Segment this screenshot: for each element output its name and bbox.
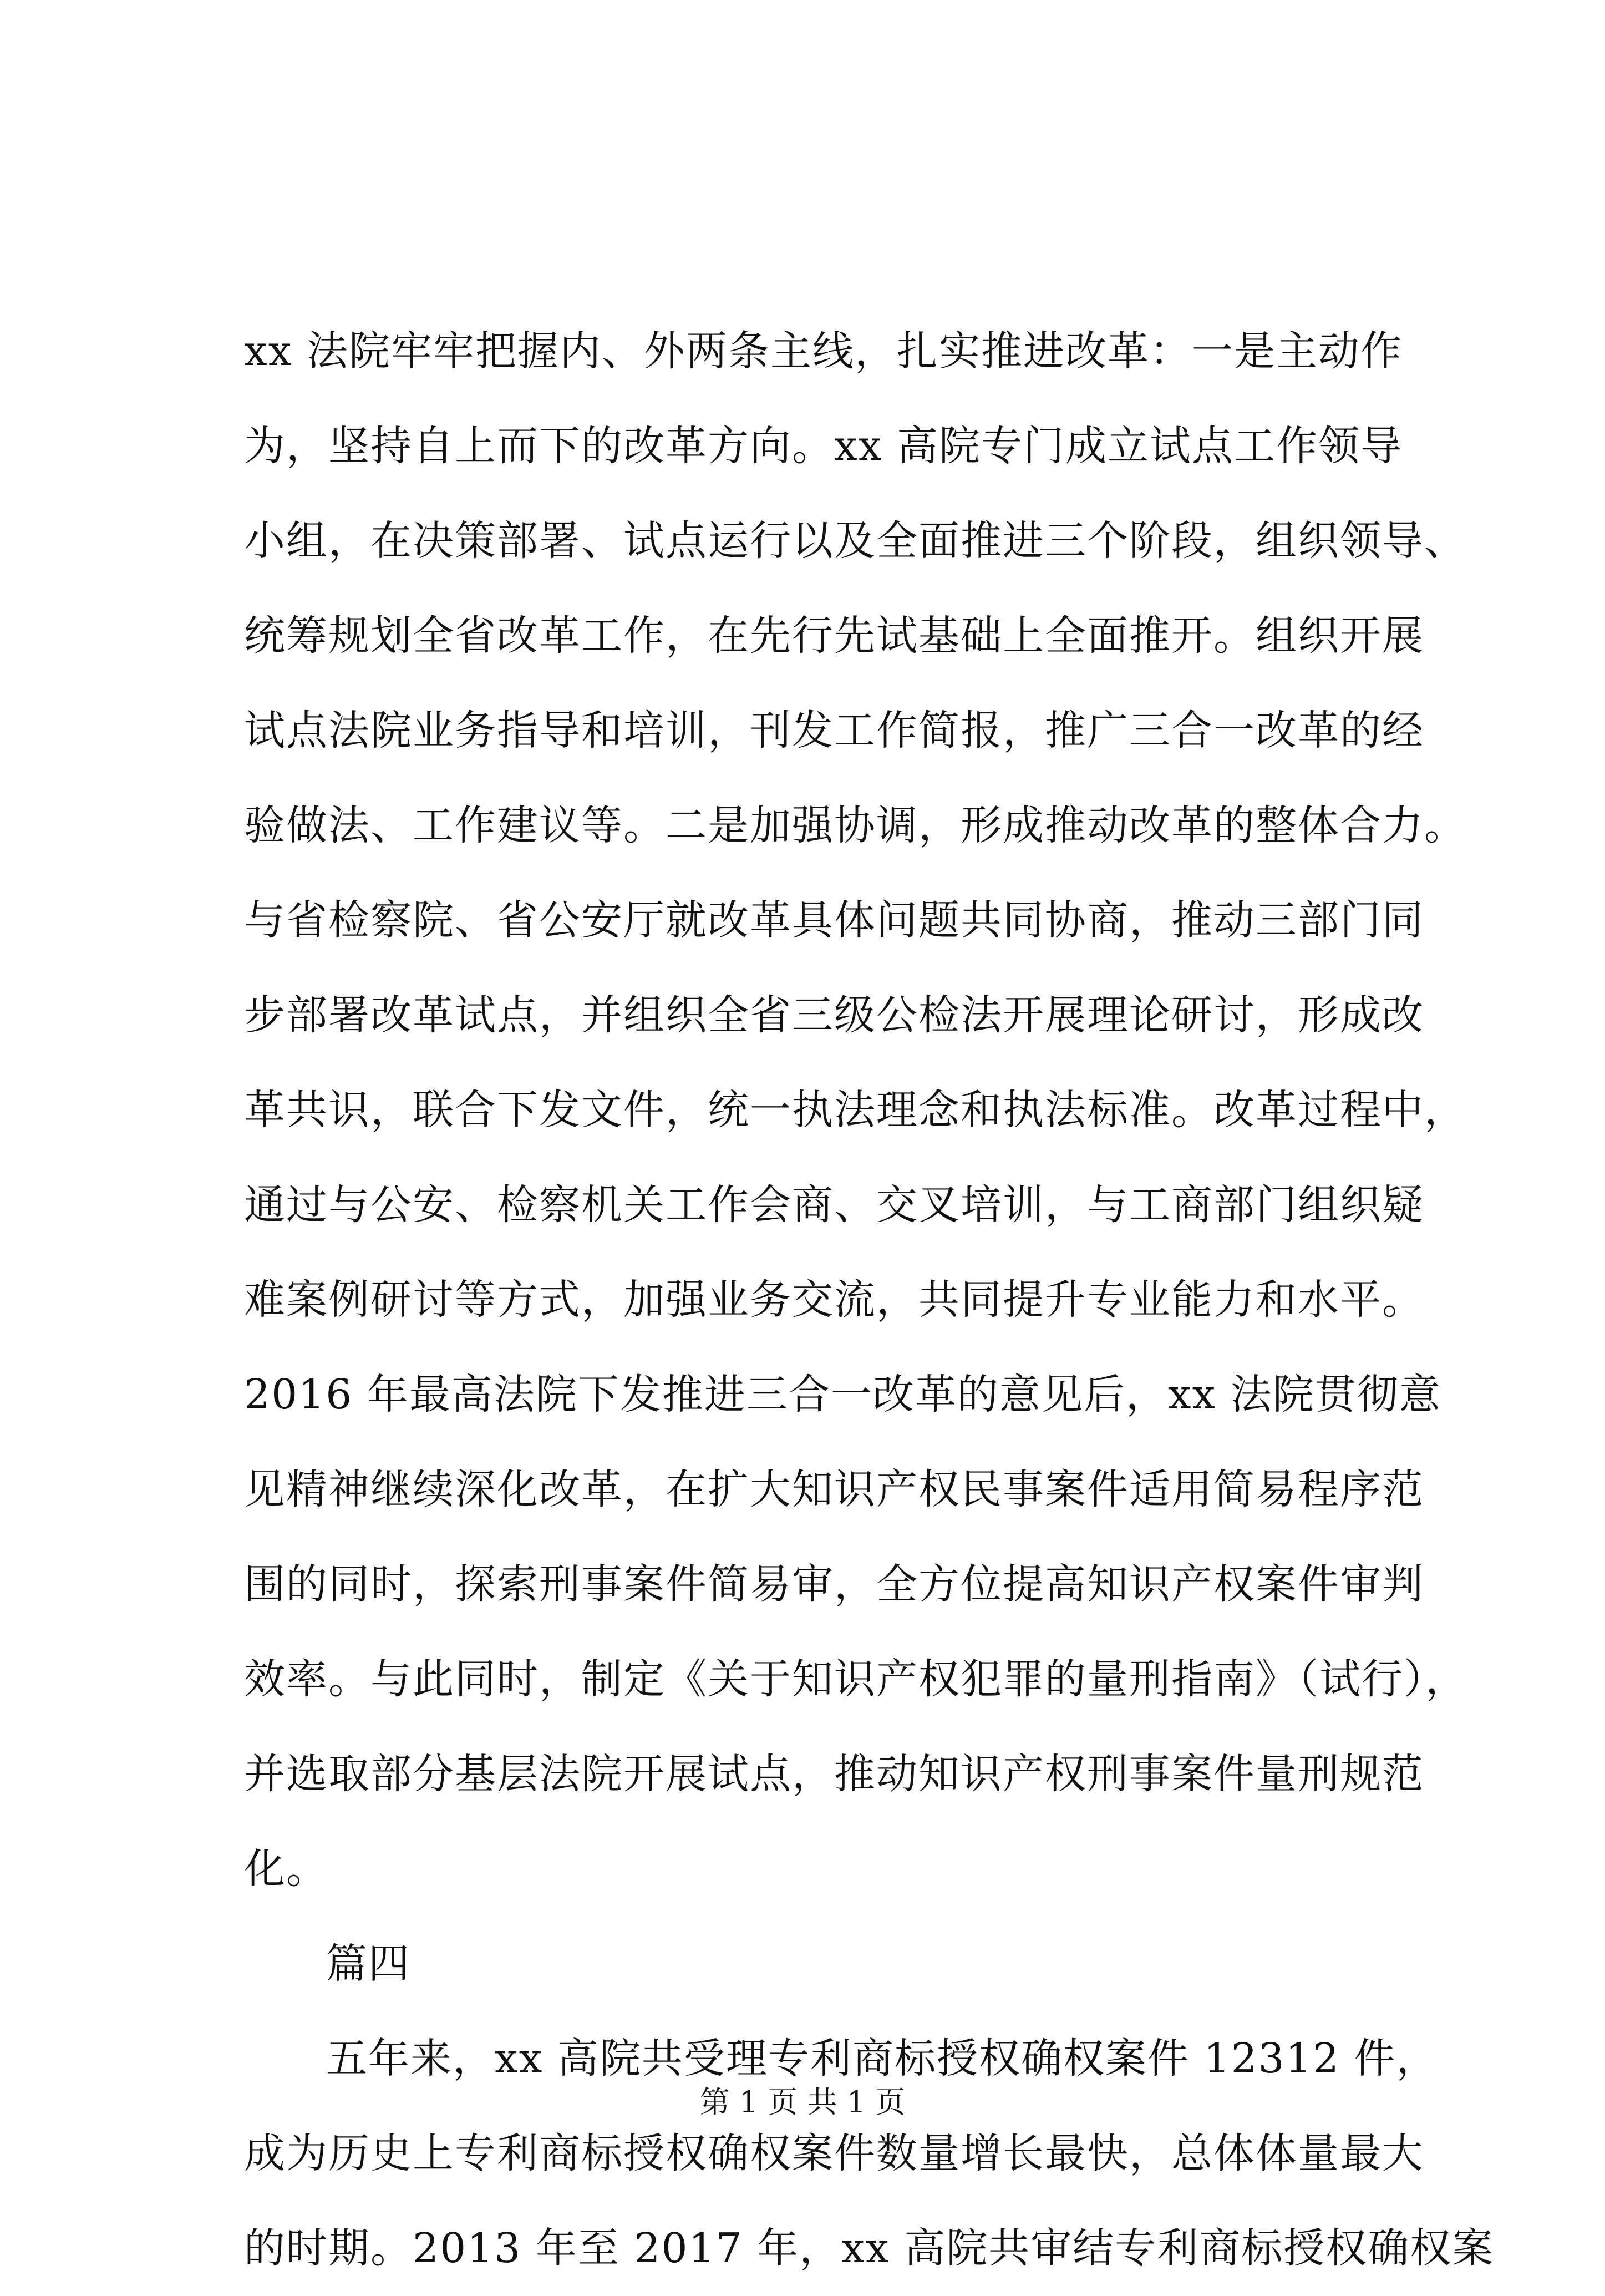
- text-line: 效率。与此同时，制定《关于知识产权犯罪的量刑指南》（试行），: [244, 1655, 1467, 1703]
- text-line: 2016 年最高法院下发推进三合一改革的意见后，xx 法院贯彻意: [244, 1371, 1441, 1418]
- text-line: 与省检察院、省公安厅就改革具体问题共同协商，推动三部门同: [244, 896, 1424, 944]
- text-line: 试点法院业务指导和培训，刊发工作简报，推广三合一改革的经: [244, 707, 1424, 754]
- document-body: [244, 304, 1495, 2296]
- text-line: 革共识，联合下发文件，统一执法理念和执法标准。改革过程中，: [244, 1086, 1466, 1134]
- text-line: 统筹规划全省改革工作，在先行先试基础上全面推开。组织开展: [244, 612, 1424, 660]
- text-line: xx 法院牢牢把握内、外两条主线，扎实推进改革：一是主动作: [244, 327, 1403, 375]
- text-line: 化。: [244, 1845, 328, 1893]
- text-line: 成为历史上专利商标授权确权案件数量增长最快，总体体量最大: [244, 2130, 1424, 2177]
- page-footer: 第 1 页 共 1 页: [699, 2085, 906, 2120]
- text-line: 见精神继续深化改革，在扩大知识产权民事案件适用简易程序范: [244, 1466, 1424, 1513]
- text-line: 步部署改革试点，并组织全省三级公检法开展理论研讨，形成改: [244, 991, 1424, 1039]
- text-line: 为，坚持自上而下的改革方向。xx 高院专门成立试点工作领导: [244, 422, 1403, 470]
- text-line: 五年来，xx 高院共受理专利商标授权确权案件 12312 件，: [326, 2035, 1439, 2082]
- section-heading: 篇四: [326, 1940, 410, 1988]
- text-line: 验做法、工作建议等。二是加强协调，形成推动改革的整体合力。: [244, 802, 1466, 849]
- text-line: 的时期。2013 年至 2017 年，xx 高院共审结专利商标授权确权案: [244, 2224, 1495, 2272]
- text-line: 并选取部分基层法院开展试点，推动知识产权刑事案件量刑规范: [244, 1750, 1424, 1798]
- text-line: 难案例研讨等方式，加强业务交流，共同提升专业能力和水平。: [244, 1276, 1424, 1324]
- text-line: 围的同时，探索刑事案件简易审，全方位提高知识产权案件审判: [244, 1560, 1424, 1608]
- text-line: 通过与公安、检察机关工作会商、交叉培训，与工商部门组织疑: [244, 1181, 1424, 1229]
- text-line: 小组，在决策部署、试点运行以及全面推进三个阶段，组织领导、: [244, 517, 1466, 565]
